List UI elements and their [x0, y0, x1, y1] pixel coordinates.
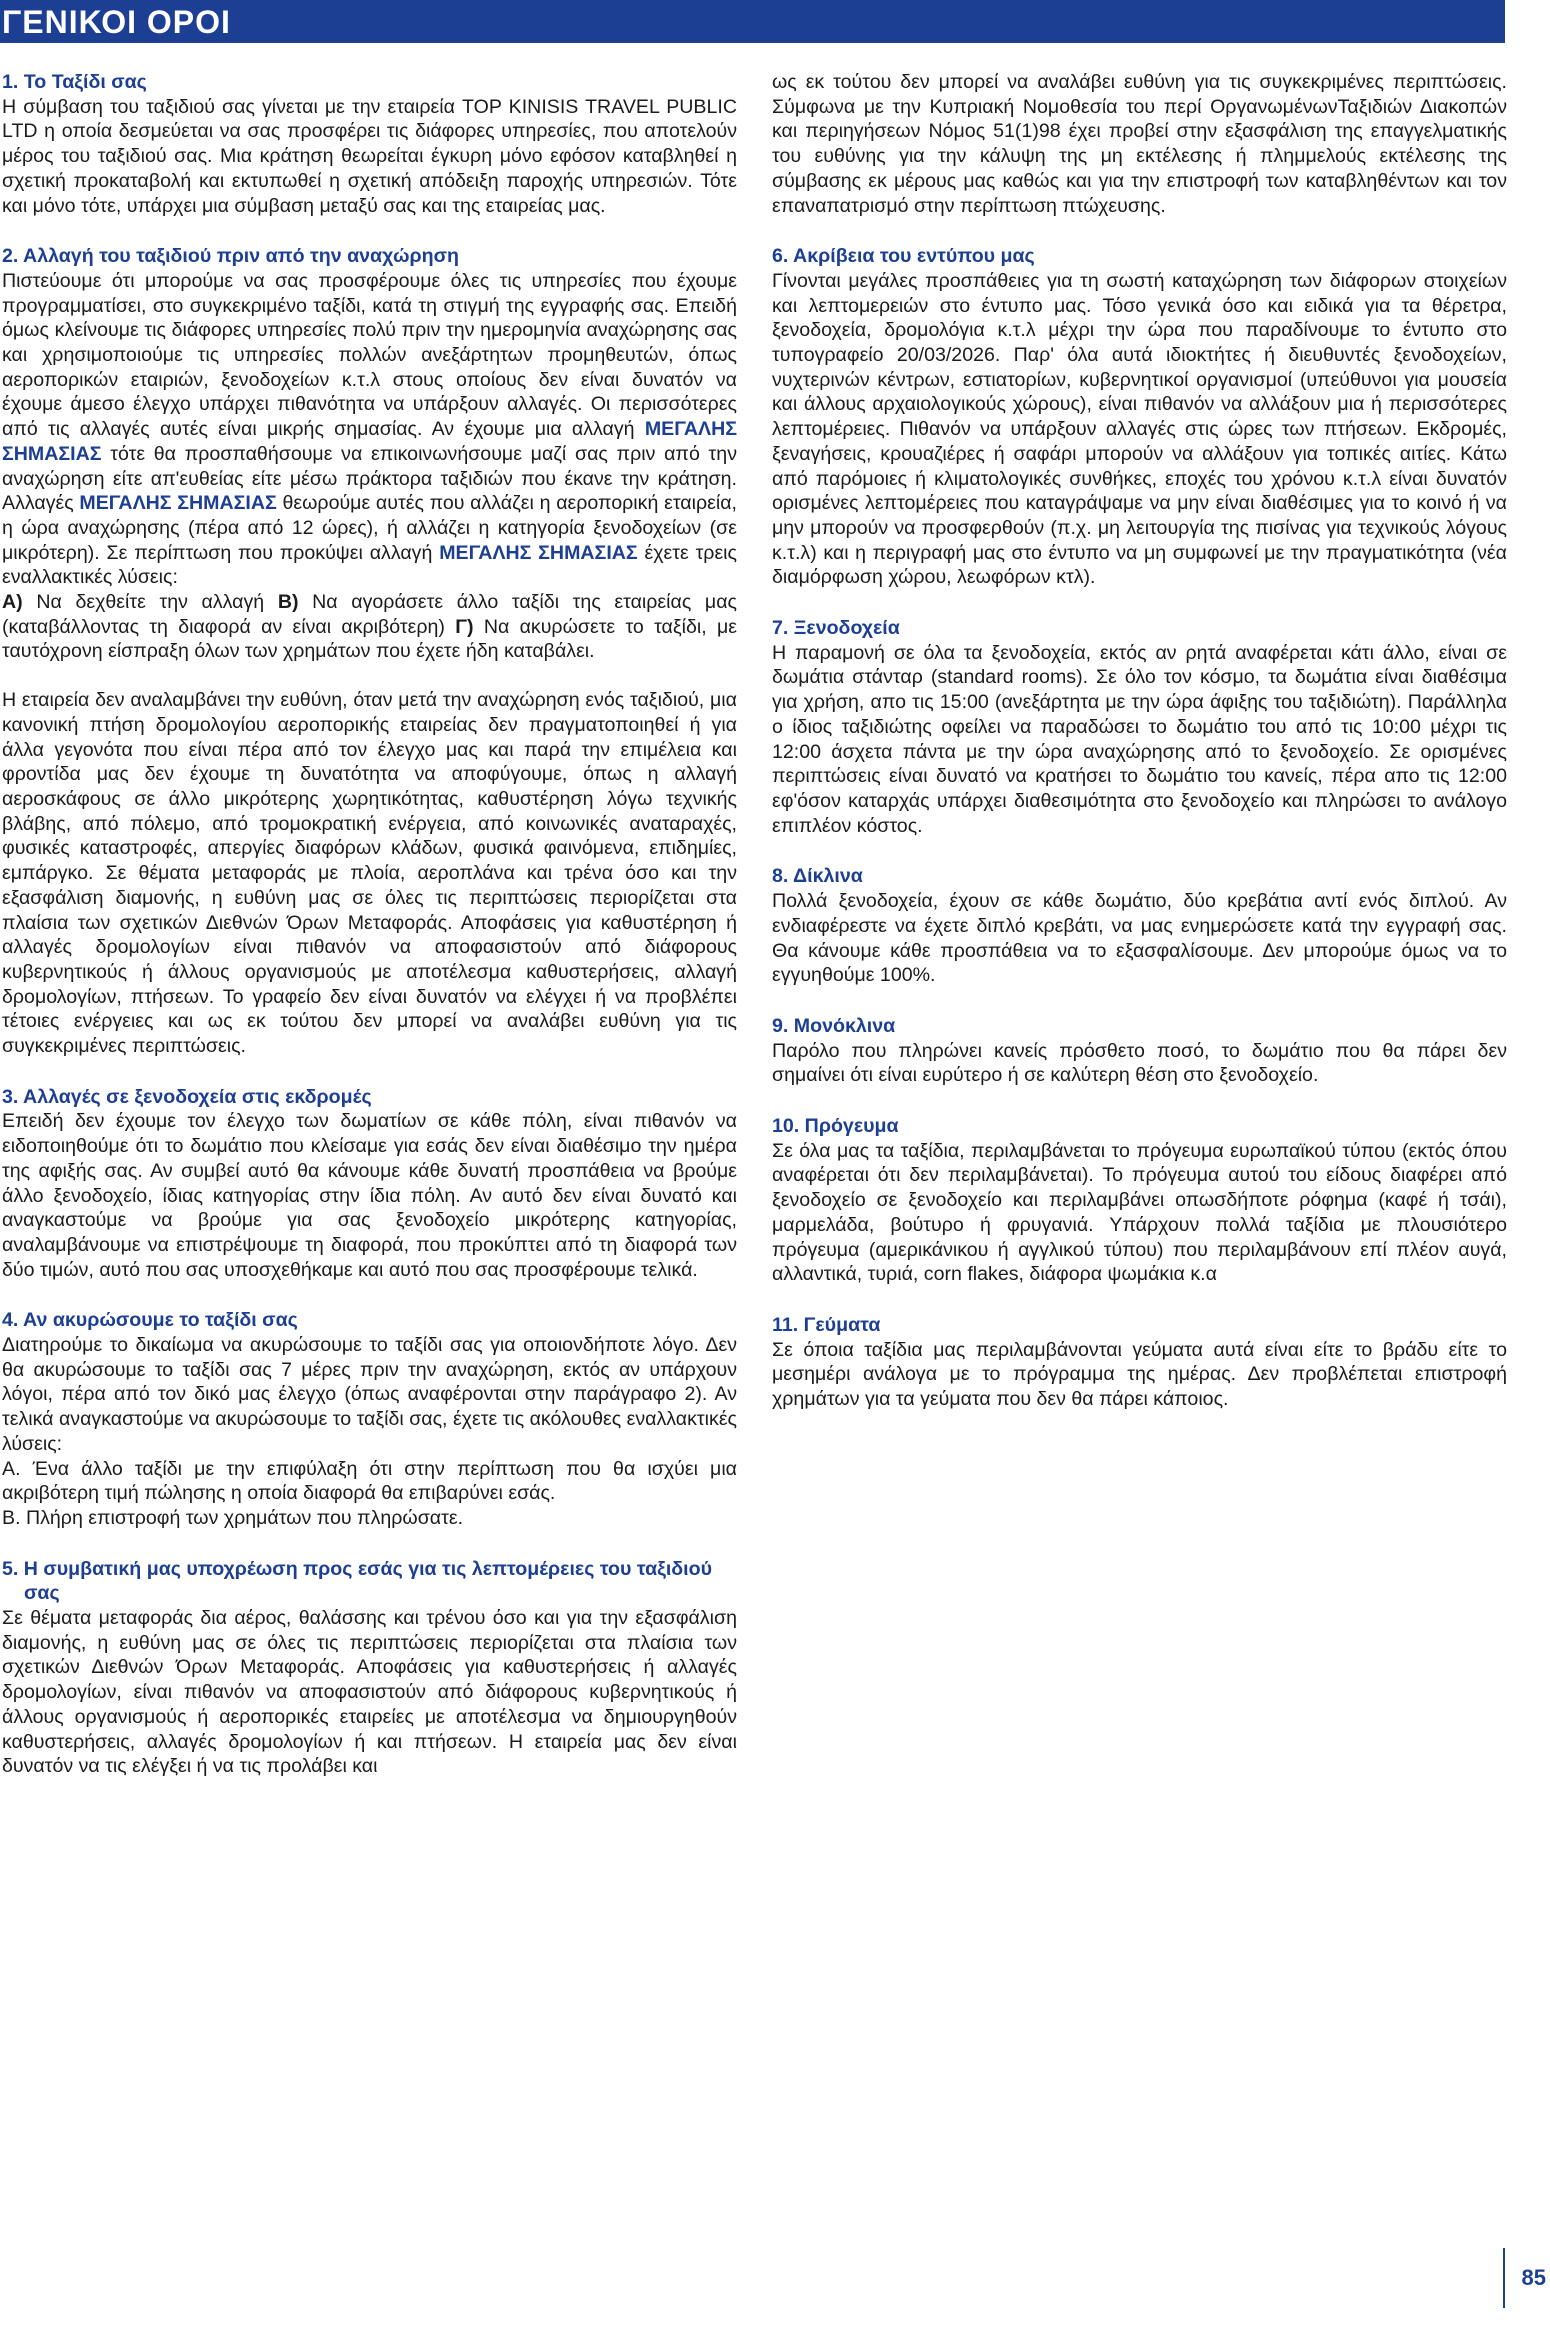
option-label: Γ) — [455, 615, 474, 638]
section-body: Παρόλο που πληρώνει κανείς πρόσθετο ποσό, το δωμάτιο που θα πάρει δεν σημαίνει ότι είναι ευρύτερο ή σε καλύτερη θέση στο ξενοδοχείο. — [772, 1039, 1507, 1087]
text-run: έχετε τρεις εναλλακτικές λύσεις: — [2, 541, 737, 589]
section-heading: 2. Αλλαγή του ταξιδιού πριν από την αναχώρηση — [2, 245, 459, 268]
list-item: Β. Πλήρη επιστροφή των χρημάτων που πληρώσατε. — [2, 1506, 464, 1529]
section-heading: 6. Ακρίβεια του εντύπου μας — [772, 245, 1035, 268]
section-8 — [772, 864, 1507, 988]
section-body: Επειδή δεν έχουμε τον έλεγχο των δωματίων σε κάθε πόλη, είναι πιθανόν να ειδοποιηθούμε ότι το δωμάτιο που κλείσαμε για εσάς δεν είναι διαθέσιμο την ημέρα της αφιξής σας. Αν συμβεί αυτό θα κάνουμε κάθε δυνατή προσπάθεια να βρούμε άλλο ξενοδοχείο, ίδιας κατηγορίας στην ίδια πόλη. Αν αυτό δεν είναι δυνατό και αναγκαστούμε να βρούμε για σας ξενοδοχείο μικρότερης κατηγορίας, αναλαμβάνουμε να επιστρέψουμε τη διαφορά, που προκύπτει από τη διαφορά των δύο τιμών, αυτό που σας υποσχεθήκαμε και αυτό που σας προσφέρουμε τελικά. — [2, 1110, 737, 1281]
section-7 — [772, 616, 1507, 838]
left-column — [2, 70, 737, 1805]
section-body — [2, 269, 737, 664]
section-heading: 10. Πρόγευμα — [772, 1115, 899, 1138]
section-3 — [2, 1085, 737, 1283]
section-heading: 8. Δίκλινα — [772, 865, 863, 888]
section-body: Διατηρούμε το δικαίωμα να ακυρώσουμε το ταξίδι σας για οποιονδήποτε λόγο. Δεν θα ακυρώσουμε το ταξίδι σας 7 μέρες πριν την αναχώρηση, εκτός αν υπάρχουν λόγοι, πέρα από τον δικό μας έλεγχο (όπως αναφέρονται στην παράγραφο 2). Αν τελικά αναγκαστούμε να ακυρώσουμε το ταξίδι σας, έχετε τις ακόλουθες εναλλακτικές λύσεις: — [2, 1334, 737, 1455]
emphasis-text: ΜΕΓΑΛΗΣ ΣΗΜΑΣΙΑΣ — [79, 492, 277, 515]
section-heading: 11. Γεύματα — [772, 1313, 881, 1336]
text-run: Να ακυρώσετε το ταξίδι, με ταυτόχρονη είσπραξη όλων των χρημάτων που έχετε ήδη καταβάλει. — [2, 615, 737, 663]
section-4 — [2, 1308, 737, 1530]
section-body: Γίνονται μεγάλες προσπάθειες για τη σωστή καταχώρηση των διάφορων στοιχείων και λεπτομερειών στο έντυπο μας. Τόσο γενικά όσο και ειδικά για τα θέρετρα, ξενοδοχεία, δρομολόγια κ.τ.λ μέχρι την ώρα που παραδίνουμε το έντυπο στο τυπογραφείο 20/03/2026. Παρ' όλα αυτά ιδιοκτήτες ή διευθυντές ξενοδοχείων, νυχτερινών κέντρων, εστιατορίων, κυβερνητικοί οργανισμοί (υπεύθυνοι για μουσεία και άλλους αρχαιολογικούς χώρους), είναι πιθανόν να αλλάξουν μια ή περισσότερες λεπτομέρειες. Πιθανόν να υπάρξουν αλλαγές στις ώρες των πτήσεων. Εκδρομές, ξεναγήσεις, κρουαζιέρες ή σαφάρι μπορούν να αλλάξουν για τοπικές αιτίες. Κάτω από παρόμοιες ή κλιματολογικές συνθήκες, εποχές του χρόνου κ.τ.λ είναι δυνατόν ορισμένες λεπτομέρειες που καταγράψαμε να μην είναι διαθέσιμες για το κοινό ή να μην μπορούν να προσφερθούν (π.χ. μη λειτουργία της πισίνας για τεχνικούς λόγους κ.τ.λ) και η περιγραφή μας στο έντυπο να μη συμφωνεί με την πραγματικότητα (νέα διαμόρφωση χώρου, λεωφόρων κτλ). — [772, 269, 1507, 589]
section-10 — [772, 1114, 1507, 1287]
text-run: Πιστεύουμε ότι μπορούμε να σας προσφέρουμε όλες τις υπηρεσίες που έχουμε προγραμματίσει, στο συγκεκριμένο ταξίδι, κατά τη στιγμή της εγγραφής σας. Επειδή όμως κλείνουμε τις διάφορες υπηρεσίες πολύ πριν την ημερομηνία αναχώρησης σας και χρησιμοποιούμε τις υπηρεσίες πολλών ανεξάρτητων προμηθευτών, όπως αεροπορικών εταιριών, ξενοδοχείων κ.τ.λ στους οποίους δεν είναι δυνατόν να έχουμε άμεσο έλεγχο υπάρχει πιθανότητα να υπάρξουν αλλαγές. Οι περισσότερες από τις αλλαγές αυτές είναι μικρής σημασίας. Αν έχουμε μια αλλαγή — [2, 269, 737, 441]
section-body: Σε θέματα μεταφοράς δια αέρος, θαλάσσης και τρένου όσο και για την εξασφάλιση διαμονής, η ευθύνη μας σε όλες τις περιπτώσεις περιορίζεται στα πλαίσια των σχετικών Διεθνών Όρων Μεταφοράς. Αποφάσεις για καθυστερήσεις ή αλλαγές δρομολογίων, είναι πιθανόν να αποφασιστούν από διάφορους κυβερνητικούς ή άλλους οργανισμούς ή αεροπορικές εταιρείες με αποτέλεσμα να δημιουργηθούν καθυστερήσεις, αλλαγές δρομολογίων ή και πτήσεων. Η εταιρεία μας δεν είναι δυνατόν να τις ελέγξει ή να τις προλάβει και — [2, 1607, 737, 1778]
section-heading: 7. Ξενοδοχεία — [772, 617, 900, 640]
section-heading: 1. Το Ταξίδι σας — [2, 71, 147, 93]
option-label: Β) — [277, 591, 299, 614]
section-11 — [772, 1313, 1507, 1412]
section-heading: 9. Μονόκλινα — [772, 1014, 896, 1037]
text-run: θεωρούμε αυτές που αλλάζει η αεροπορική εταιρεία, η ώρα αναχώρησης (πέρα από 12 ώρες), ή αλλάζει η κατηγορία ξενοδοχείων (σε μικρότερη). Σε περίπτωση που προκύψει αλλαγή — [2, 492, 737, 564]
page-number-box — [1503, 2248, 1550, 2308]
section-heading: 3. Αλλαγές σε ξενοδοχεία στις εκδρομές — [2, 1085, 372, 1108]
section-body: Σε όλα μας τα ταξίδια, περιλαμβάνεται το πρόγευμα ευρωπαϊκού τύπου (εκτός όπου αναφέρεται ότι δεν περιλαμβάνεται). Το πρόγευμα αυτού του είδους διαφέρει από ξενοδοχείο σε ξενοδοχείο και περιλαμβάνει οπωσδήποτε ρόφημα (καφέ ή τσάι), μαρμελάδα, βούτυρο ή φρυγανιά. Υπάρχουν πολλά ταξίδια με πλουσιότερο πρόγευμα (αμερικάνικου ή αγγλικού τύπου) που περιλαμβάνουν επί πλέον αυγά, αλλαντικά, τυριά, corn flakes, διάφορα ψωμάκια κ.α — [772, 1139, 1507, 1286]
section-body: Η σύμβαση του ταξιδιού σας γίνεται με την εταιρεία TOP KINISIS TRAVEL PUBLIC LTD η οποία δεσμεύεται να σας προσφέρει τις διάφορες υπηρεσίες, που αποτελούν μέρος του ταξιδιού σας. Μια κράτηση θεωρείται έγκυρη μόνο εφόσον καταβληθεί η σχετική προκαταβολή και εκτυπωθεί η σχετική απόδειξη παροχής υπηρεσιών. Τότε και μόνο τότε, υπάρχει μια σύμβαση μεταξύ σας και της εταιρείας μας. — [2, 95, 737, 217]
section-1 — [2, 70, 737, 218]
emphasis-text: ΜΕΓΑΛΗΣ ΣΗΜΑΣΙΑΣ — [2, 418, 737, 465]
section-body: Η παραμονή σε όλα τα ξενοδοχεία, εκτός αν ρητά αναφέρεται κάτι άλλο, είναι σε δωμάτια στάνταρ (standard rooms). Σε όλο τον κόσμο, τα δωμάτια είναι διαθέσιμα για χρήση, απο τις 15:00 (ανεξάρτητα με την ώρα άφιξης του ταξιδιώτη). Παράλληλα ο ίδιος ταξιδιώτης οφείλει να παραδώσει το δωμάτιο του από τις 10:00 μέχρι τις 12:00 άσχετα πάντα με την ώρα αναχώρησης από το ξενοδοχείο. Σε ορισμένες περιπτώσεις είναι δυνατό να κρατήσει το δωμάτιο του κανείς, πέρα απο τις 12:00 εφ'όσον καταρχάς υπάρχει διαθεσιμότητα στο ξενοδοχείο και πληρώσει το ανάλογο επιπλέον κόστος. — [772, 641, 1507, 837]
page-number: 85 — [1521, 2265, 1546, 2290]
page-title: ΓΕΝΙΚΟΙ ΟΡΟΙ — [2, 4, 231, 40]
section-9 — [772, 1014, 1507, 1088]
header-bar — [0, 0, 1505, 43]
option-label: Α) — [2, 591, 23, 614]
section-2 — [2, 244, 737, 1059]
section-heading: 4. Αν ακυρώσουμε το ταξίδι σας — [2, 1309, 298, 1332]
section-6 — [772, 244, 1507, 590]
section-5-continued — [772, 70, 1507, 218]
section-body: Η εταιρεία δεν αναλαμβάνει την ευθύνη, όταν μετά την αναχώρηση ενός ταξιδιού, μια κανονική πτήση δρομολογίου αεροπορικής εταιρείας δεν πραγματοποιηθεί ή για άλλα γεγονότα που είναι πέρα από τον έλεγχο μας και παρά την επιμέλεια και φροντίδα μας δεν έχουμε τη δυνατότητα να αποφύγουμε, όπως η αλλαγή αεροσκάφους σε άλλο μικρότερης χωρητικότητας, καθυστέρηση λόγω τεχνικής βλάβης, από πόλεμο, από τρομοκρατική ενέργεια, από κοινωνικές αναταραχές, φυσικές καταστροφές, απεργίες διαφόρων κλάδων, φυσικά φαινόμενα, επιδημίες, εμπάργκο. Σε θέματα μεταφοράς με πλοία, αεροπλάνα και τρένα όσο και την εξασφάλιση διαμονής, η ευθύνη μας σε όλες τις περιπτώσεις περιορίζεται στα πλαίσια των σχετικών Διεθνών Όρων Μεταφοράς. Αποφάσεις για καθυστέρηση ή αλλαγές δρομολογίων είναι πιθανόν να αποφασιστούν από διάφορους κυβερνητικούς ή άλλους οργανισμούς με αποτέλεσμα καθυστερήσεις, αλλαγή δρομολογίων, πτήσεων. Το γραφείο δεν είναι δυνατόν να ελέγχει ή να προβλέπει τέτοιες ενέργειες και ως εκ τούτου δεν μπορεί να αναλάβει ευθύνη για τις συγκεκριμένες περιπτώσεις. — [2, 689, 737, 1058]
text-run: Να αγοράσετε άλλο ταξίδι της εταιρείας μας (καταβάλλοντας τη διαφορά αν είναι ακριβότερη) — [2, 591, 737, 638]
text-run: τότε θα προσπαθήσουμε να επικοινωνήσουμε μαζί σας πριν από την αναχώρηση είτε απ'ευθείας είτε μέσω πράκτορα ταξιδιών που έκανε την κράτηση. Αλλαγές — [2, 442, 737, 515]
right-column — [772, 70, 1507, 1438]
section-body: Σε όποια ταξίδια μας περιλαμβάνονται γεύματα αυτά είναι είτε το βράδυ είτε το μεσημέρι ανάλογα με το πρόγραμμα της ημέρας. Δεν προβλέπεται επιστροφή χρημάτων για τα γεύματα που δεν θα πάρει κάποιος. — [772, 1338, 1507, 1411]
text-run: Να δεχθείτε την αλλαγή — [22, 591, 278, 614]
section-body: ως εκ τούτου δεν μπορεί να αναλάβει ευθύνη για τις συγκεκριμένες περιπτώσεις. Σύμφωνα με την Κυπριακή Νομοθεσία του περί ΟργανωμένωνΤαξιδιών Διακοπών και περιηγήσεων Νόμος 51(1)98 έχει προβεί στην εξασφάλιση της επαγγελματικής του ευθύνης για την κάλυψη της μη εκτέλεσης ή πλημμελούς εκτέλεσης της σύμβασης εκ μέρους μας καθώς και για την επιστροφή των καταβληθέντων και τον επαναπατρισμό στην περίπτωση πτώχευσης. — [772, 71, 1507, 217]
list-item: Α. Ένα άλλο ταξίδι με την επιφύλαξη ότι στην περίπτωση που θα ισχύει μια ακριβότερη τιμή πώλησης η οποία διαφορά θα επιβαρύνει εσάς. — [2, 1457, 737, 1505]
section-body: Πολλά ξενοδοχεία, έχουν σε κάθε δωμάτιο, δύο κρεβάτια αντί ενός διπλού. Αν ενδιαφέρεστε να έχετε διπλό κρεβάτι, να μας ενημερώσετε κατά την εγγραφή σας. Θα κάνουμε κάθε προσπάθεια να το εξασφαλίσουμε. Δεν μπορούμε όμως να το εγγυηθούμε 100%. — [772, 890, 1507, 987]
section-heading: 5. Η συμβατική μας υποχρέωση προς εσάς για τις λεπτομέρειες του ταξιδιού σας — [2, 1557, 712, 1605]
section-5 — [2, 1557, 737, 1779]
emphasis-text: ΜΕΓΑΛΗΣ ΣΗΜΑΣΙΑΣ — [439, 541, 638, 564]
